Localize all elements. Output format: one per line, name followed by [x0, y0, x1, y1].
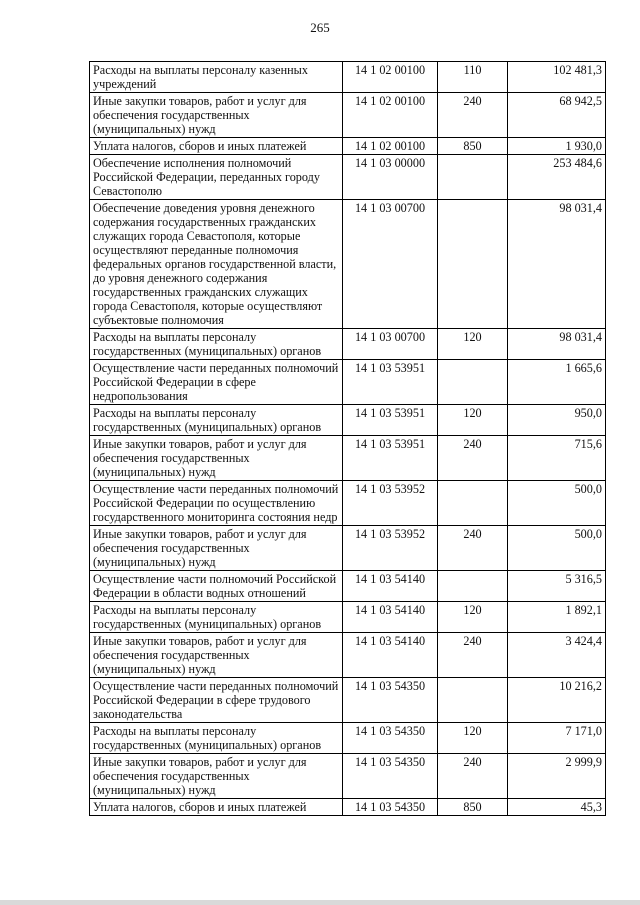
expense-name-cell: Расходы на выплаты персоналу государственных (муниципальных) органов	[90, 602, 343, 633]
amount-cell: 7 171,0	[508, 723, 606, 754]
amount-cell: 3 424,4	[508, 633, 606, 678]
table-row	[90, 436, 606, 481]
table-row	[90, 754, 606, 799]
expense-type-cell	[438, 571, 508, 602]
target-code-cell: 14 1 03 00000	[343, 155, 438, 200]
amount-cell: 98 031,4	[508, 200, 606, 329]
target-code-cell: 14 1 03 54350	[343, 723, 438, 754]
target-code-cell: 14 1 03 54140	[343, 633, 438, 678]
target-code-cell: 14 1 03 54140	[343, 571, 438, 602]
expense-name-cell: Уплата налогов, сборов и иных платежей	[90, 138, 343, 155]
target-code-cell: 14 1 02 00100	[343, 93, 438, 138]
expense-name-cell: Обеспечение исполнения полномочий Российской Федерации, переданных городу Севастополю	[90, 155, 343, 200]
amount-cell: 68 942,5	[508, 93, 606, 138]
table-row	[90, 799, 606, 816]
target-code-cell: 14 1 03 54350	[343, 754, 438, 799]
table-row	[90, 138, 606, 155]
expense-type-cell	[438, 481, 508, 526]
expense-name-cell: Осуществление части переданных полномочий Российской Федерации в сфере трудового законодательства	[90, 678, 343, 723]
budget-table	[89, 61, 606, 816]
target-code-cell: 14 1 03 54350	[343, 799, 438, 816]
target-code-cell: 14 1 03 00700	[343, 200, 438, 329]
table-row	[90, 723, 606, 754]
expense-type-cell: 110	[438, 62, 508, 93]
expense-name-cell: Обеспечение доведения уровня денежного содержания государственных гражданских служащих города Севастополя, которые осуществляют переданные полномочия федеральных органов государственной власти, до уровня денежного содержания государственных гражданских служащих города Севастополя, которые осуществляют субъектовые полномочия	[90, 200, 343, 329]
table-row	[90, 360, 606, 405]
amount-cell: 715,6	[508, 436, 606, 481]
expense-type-cell: 240	[438, 436, 508, 481]
target-code-cell: 14 1 03 53951	[343, 405, 438, 436]
table-row	[90, 62, 606, 93]
expense-type-cell: 240	[438, 754, 508, 799]
amount-cell: 2 999,9	[508, 754, 606, 799]
amount-cell: 1 892,1	[508, 602, 606, 633]
expense-type-cell: 120	[438, 329, 508, 360]
expense-name-cell: Иные закупки товаров, работ и услуг для обеспечения государственных (муниципальных) нужд	[90, 754, 343, 799]
expense-name-cell: Иные закупки товаров, работ и услуг для обеспечения государственных (муниципальных) нужд	[90, 436, 343, 481]
expense-name-cell: Осуществление части переданных полномочий Российской Федерации по осуществлению государственного мониторинга состояния недр	[90, 481, 343, 526]
table-row	[90, 200, 606, 329]
expense-type-cell: 240	[438, 93, 508, 138]
table-row	[90, 526, 606, 571]
table-row	[90, 633, 606, 678]
target-code-cell: 14 1 03 00700	[343, 329, 438, 360]
expense-type-cell: 120	[438, 602, 508, 633]
expense-name-cell: Осуществление части полномочий Российской Федерации в области водных отношений	[90, 571, 343, 602]
expense-type-cell	[438, 200, 508, 329]
target-code-cell: 14 1 03 54350	[343, 678, 438, 723]
target-code-cell: 14 1 03 53951	[343, 360, 438, 405]
expense-name-cell: Осуществление части переданных полномочий Российской Федерации в сфере недропользования	[90, 360, 343, 405]
table-row	[90, 678, 606, 723]
table-row	[90, 93, 606, 138]
expense-type-cell: 240	[438, 526, 508, 571]
amount-cell: 98 031,4	[508, 329, 606, 360]
amount-cell: 1 665,6	[508, 360, 606, 405]
amount-cell: 102 481,3	[508, 62, 606, 93]
expense-type-cell	[438, 155, 508, 200]
target-code-cell: 14 1 03 54140	[343, 602, 438, 633]
amount-cell: 10 216,2	[508, 678, 606, 723]
expense-type-cell: 120	[438, 405, 508, 436]
expense-name-cell: Уплата налогов, сборов и иных платежей	[90, 799, 343, 816]
expense-name-cell: Иные закупки товаров, работ и услуг для обеспечения государственных (муниципальных) нужд	[90, 93, 343, 138]
table-row	[90, 329, 606, 360]
expense-name-cell: Расходы на выплаты персоналу казенных учреждений	[90, 62, 343, 93]
table-row	[90, 571, 606, 602]
target-code-cell: 14 1 02 00100	[343, 138, 438, 155]
expense-type-cell: 850	[438, 799, 508, 816]
target-code-cell: 14 1 03 53951	[343, 436, 438, 481]
target-code-cell: 14 1 02 00100	[343, 62, 438, 93]
table-row	[90, 405, 606, 436]
target-code-cell: 14 1 03 53952	[343, 526, 438, 571]
expense-name-cell: Иные закупки товаров, работ и услуг для обеспечения государственных (муниципальных) нужд	[90, 633, 343, 678]
budget-table-body	[90, 62, 606, 816]
expense-type-cell: 120	[438, 723, 508, 754]
amount-cell: 1 930,0	[508, 138, 606, 155]
page-number: 265	[310, 20, 330, 35]
amount-cell: 950,0	[508, 405, 606, 436]
table-row	[90, 602, 606, 633]
expense-name-cell: Расходы на выплаты персоналу государственных (муниципальных) органов	[90, 723, 343, 754]
expense-name-cell: Расходы на выплаты персоналу государственных (муниципальных) органов	[90, 405, 343, 436]
expense-type-cell: 850	[438, 138, 508, 155]
table-row	[90, 481, 606, 526]
amount-cell: 45,3	[508, 799, 606, 816]
expense-type-cell: 240	[438, 633, 508, 678]
amount-cell: 253 484,6	[508, 155, 606, 200]
expense-type-cell	[438, 360, 508, 405]
expense-name-cell: Расходы на выплаты персоналу государственных (муниципальных) органов	[90, 329, 343, 360]
target-code-cell: 14 1 03 53952	[343, 481, 438, 526]
scan-edge	[0, 900, 640, 905]
amount-cell: 500,0	[508, 526, 606, 571]
table-row	[90, 155, 606, 200]
expense-type-cell	[438, 678, 508, 723]
amount-cell: 5 316,5	[508, 571, 606, 602]
amount-cell: 500,0	[508, 481, 606, 526]
expense-name-cell: Иные закупки товаров, работ и услуг для обеспечения государственных (муниципальных) нужд	[90, 526, 343, 571]
